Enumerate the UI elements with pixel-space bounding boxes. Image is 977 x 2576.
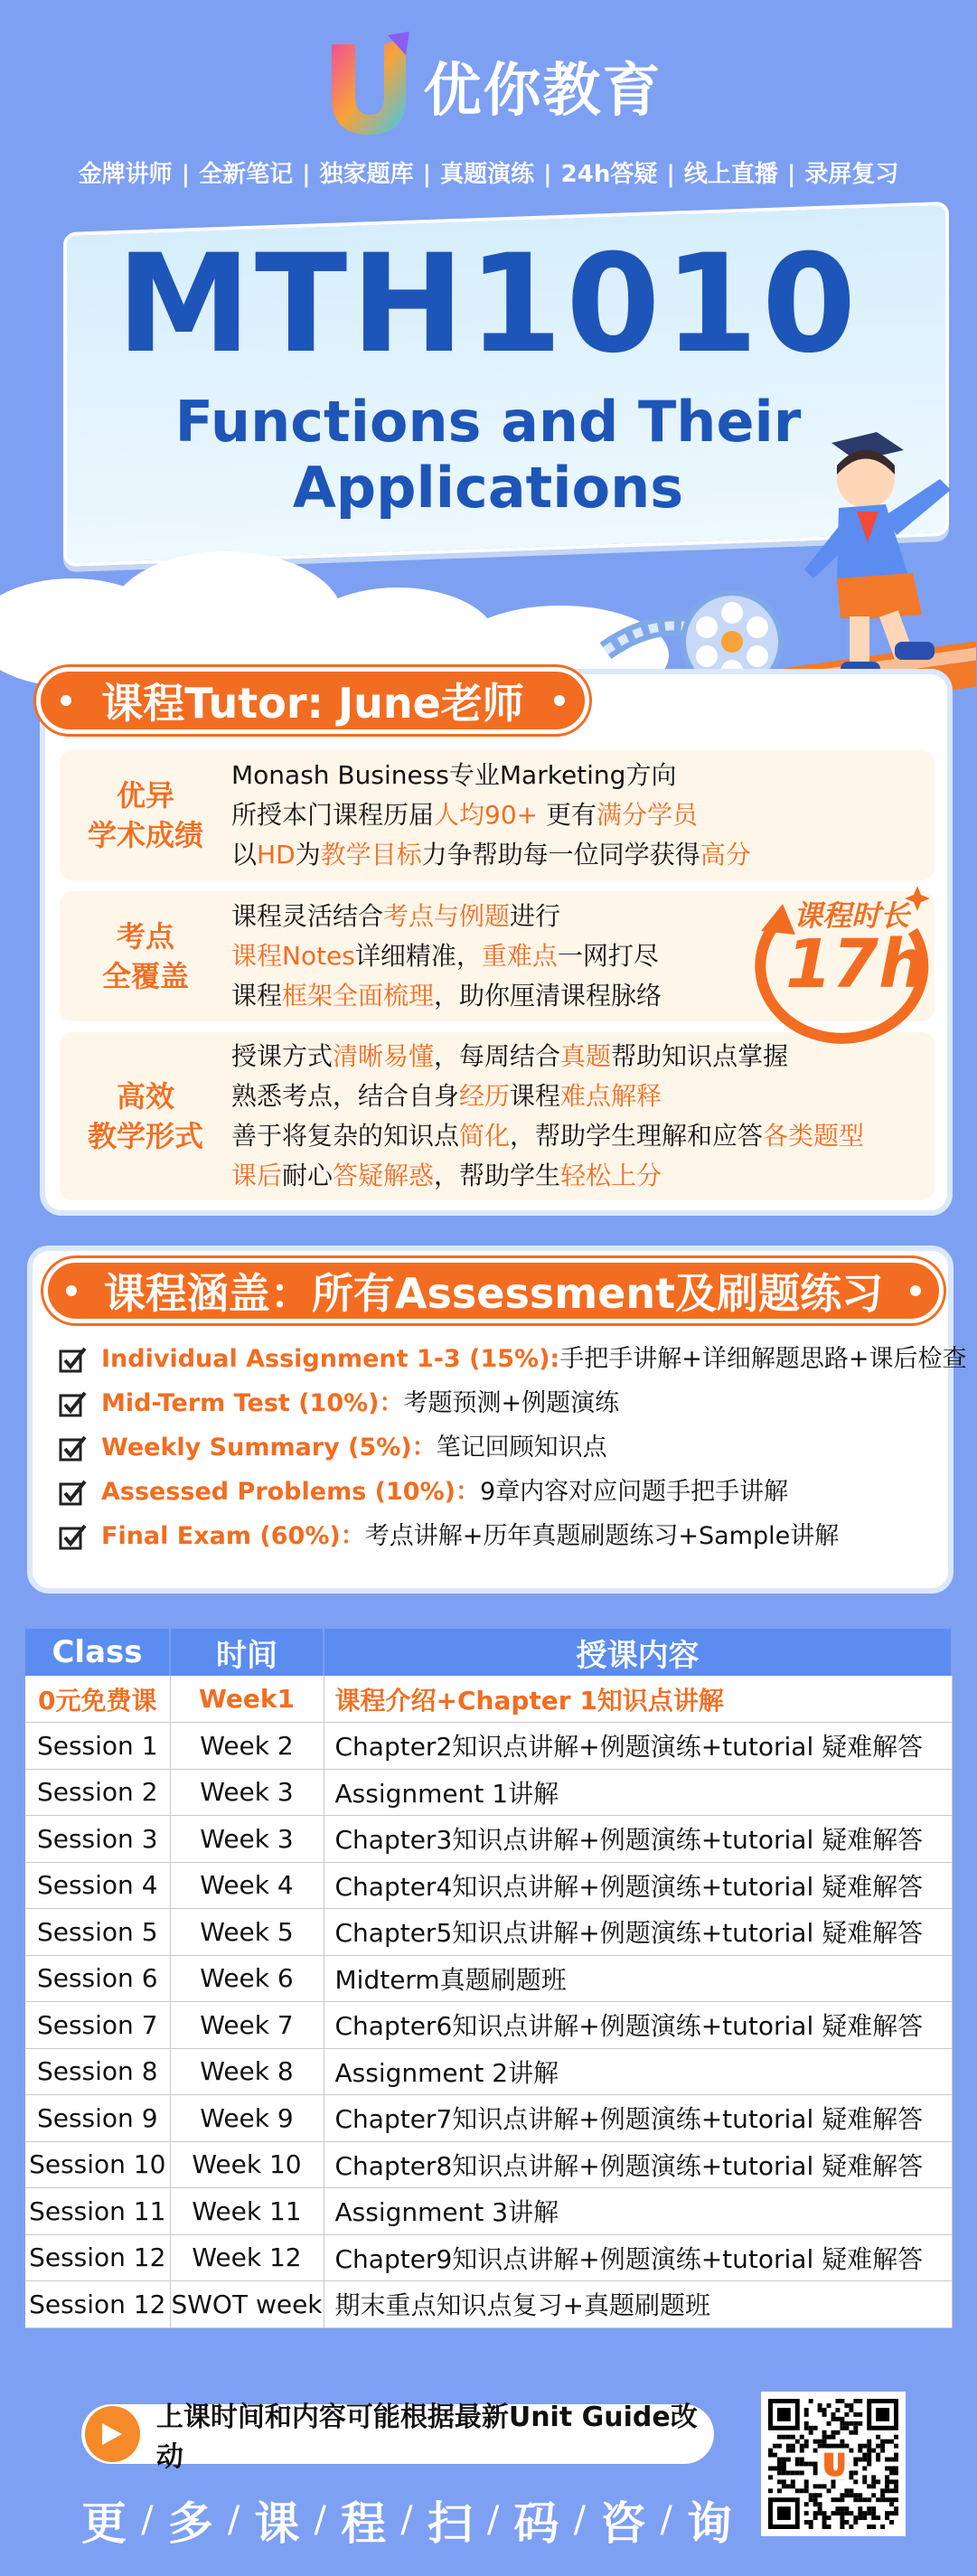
assessment-name: Individual Assignment 1-3 (15%): [101,1345,560,1373]
content-cell: Chapter3知识点讲解+例题演练+tutorial 疑难解答 [324,1816,952,1863]
highlight-text: 考点与例题 [383,901,511,931]
time-cell: Week 6 [170,1955,324,2002]
body-text: 更有 [538,800,597,830]
time-cell: Week 11 [170,2188,324,2235]
body-text: ，每周结合 [434,1041,561,1071]
notice-text: 上课时间和内容可能根据最新Unit Guide改动 [155,2402,698,2473]
tutor-label-line: 学术成绩 [87,818,203,852]
coverage-item [58,1341,966,1377]
tutor-label-line: 教学形式 [87,1119,203,1153]
body-text: Monash Business专业Marketing方向 [231,760,677,790]
highlight-text: 框架全面梳理 [282,981,435,1011]
feature-item: 全新笔记 [199,161,294,188]
highlight-text: 课程Notes [231,941,355,971]
notice-banner [81,2402,714,2473]
content-cell: 课程介绍+Chapter 1知识点讲解 [324,1676,952,1723]
checkbox-checked-icon [58,1522,87,1551]
tutor-row-text [231,756,751,875]
time-cell: Week 10 [170,2141,324,2188]
checkbox-checked-icon [58,1478,87,1507]
tutor-text-line [231,1156,864,1196]
tutor-text-line [231,756,751,795]
brand-name: 优你教育 [423,58,662,125]
body-text: 课程 [231,981,283,1011]
feature-item: 录屏复习 [804,161,899,188]
header-content: 授课内容 [324,1629,952,1676]
highlight-text: 课后 [231,1161,283,1190]
coverage-item [58,1386,619,1422]
feature-item: 线上直播 [683,161,778,188]
tutor-label-line: 考点 [116,919,174,954]
content-cell: Chapter6知识点讲解+例题演练+tutorial 疑难解答 [324,2002,952,2049]
body-text: ，助你厘清课程脉络 [434,981,662,1011]
assessment-description: 9章内容对应问题手把手讲解 [480,1478,789,1506]
class-cell: Session 12 [25,2234,170,2281]
cta-separator: / [660,2499,672,2541]
class-cell: Session 7 [25,2002,170,2049]
table-row [25,1955,952,2002]
coverage-badge-label: 课程涵盖：所有Assessment及刷题练习 [103,1269,884,1318]
class-cell: Session 11 [25,2188,170,2235]
cta-char: 码 [513,2497,559,2550]
time-cell: SWOT week [170,2281,324,2328]
tutor-badge [36,667,589,734]
tutor-text-line [231,835,751,875]
highlight-text: 经历 [459,1081,511,1111]
tutor-text-line [231,936,662,976]
content-cell: Midterm真题刷题班 [324,1955,952,2002]
assessment-description: 考题预测+例题演练 [403,1389,620,1417]
tutor-text-line [231,1076,864,1116]
table-row [25,2234,952,2281]
checkbox-checked-icon [58,1434,87,1462]
coverage-badge [43,1258,944,1323]
tutor-text-line [231,1116,864,1156]
highlight-text: 人均90+ [434,800,539,830]
cta-char: 课 [254,2497,300,2550]
body-text: 详细精准， [354,941,482,971]
cta-separator: / [314,2499,326,2541]
tutor-row-label [60,917,231,996]
cta-char: 程 [341,2497,387,2550]
highlight-text: 各类题型 [763,1121,865,1151]
body-text: 一网打尽 [557,941,659,971]
class-cell: Session 8 [25,2048,170,2095]
tutor-row-label [60,1076,231,1156]
tutor-text-line [231,795,751,835]
class-cell: Session 5 [25,1909,170,1956]
tutor-label-line: 优异 [116,778,174,813]
body-text: 进行 [510,901,561,931]
cta-char: 多 [167,2497,213,2550]
course-code: MTH1010 [116,226,860,383]
cta-char: 更 [81,2497,127,2550]
assessment-description: 考点讲解+历年真题刷题练习+Sample讲解 [364,1522,840,1550]
feature-item: 24h答疑 [560,161,658,188]
content-cell: Chapter9知识点讲解+例题演练+tutorial 疑难解答 [324,2234,952,2281]
course-title-line-2: Applications [292,455,684,521]
highlight-text: HD [257,840,296,870]
body-text: 力争帮助每一位同学获得 [421,840,700,870]
table-row [25,2141,952,2188]
time-cell: Week 12 [170,2234,324,2281]
feature-item: 金牌讲师 [78,161,173,188]
class-cell: Session 4 [25,1862,170,1909]
highlight-text: 重难点 [481,941,558,971]
course-hours-label: 课程时长 [793,898,909,933]
schedule-header-row [25,1629,952,1676]
feature-item: 独家题库 [319,161,414,188]
course-hours-value: 17h [785,926,926,1003]
class-cell: Session 9 [25,2095,170,2142]
class-cell: Session 12 [25,2281,170,2328]
feature-separator: | [543,161,552,188]
time-cell: Week 3 [170,1816,324,1863]
brand-logo-icon [315,32,415,140]
body-text: 课程灵活结合 [231,901,384,931]
assessment-name: Weekly Summary (5%)： [101,1434,437,1462]
time-cell: Week 5 [170,1909,324,1956]
qr-code-icon [768,2399,898,2529]
table-row [25,1676,952,1723]
content-cell: Assignment 1讲解 [324,1769,952,1816]
highlight-text: 满分学员 [597,800,699,830]
feature-list [0,155,977,189]
highlight-text: 真题 [560,1041,612,1071]
content-cell: Chapter2知识点讲解+例题演练+tutorial 疑难解答 [324,1723,952,1770]
assessment-name: Mid-Term Test (10%)： [101,1389,404,1417]
class-cell: Session 6 [25,1955,170,2002]
tutor-row-text [231,1037,864,1196]
checkbox-checked-icon [58,1389,87,1418]
cta-separator: / [400,2499,413,2541]
table-row [25,2048,952,2095]
body-text: 善于将复杂的知识点 [231,1121,460,1151]
table-row [25,2002,952,2049]
content-cell: Assignment 3讲解 [324,2188,952,2235]
body-text: 课程 [510,1081,561,1111]
time-cell: Week 4 [170,1862,324,1909]
body-text: 所授本门课程历届 [231,800,435,830]
content-cell: Chapter5知识点讲解+例题演练+tutorial 疑难解答 [324,1909,952,1956]
tutor-text-line [231,976,662,1016]
coverage-item [58,1518,839,1555]
cta-separator: / [573,2499,587,2541]
cta-separator: / [486,2499,500,2541]
table-row [25,2281,952,2328]
brand-header [0,27,977,145]
content-cell: Chapter7知识点讲解+例题演练+tutorial 疑难解答 [324,2095,952,2142]
body-text: 以 [231,840,258,870]
cta-separator: / [141,2499,154,2541]
class-cell: Session 2 [25,1769,170,1816]
body-text: 帮助知识点掌握 [611,1041,789,1071]
time-cell: Week 8 [170,2048,324,2095]
feature-separator: | [181,161,191,188]
time-cell: Week 7 [170,2002,324,2049]
highlight-text: 答疑解惑 [333,1161,435,1190]
cta-separator: / [227,2499,240,2541]
body-text: 授课方式 [231,1041,333,1071]
cta-char: 咨 [600,2497,646,2550]
tutor-label-line: 全覆盖 [101,959,189,993]
class-cell: 0元免费课 [25,1676,170,1723]
coverage-item [58,1430,607,1466]
highlight-text: 教学目标 [320,840,422,870]
schedule-table [25,1629,953,2328]
assessment-description: 手把手讲解+详细解题思路+课后检查 [559,1345,967,1373]
body-text: 熟悉考点，结合自身 [231,1081,460,1111]
highlight-text: 难点解释 [560,1081,662,1111]
body-text: ，帮助学生 [434,1161,561,1190]
tutor-text-line [231,897,662,936]
tutor-row-text [231,897,662,1016]
feature-separator: | [302,161,311,188]
highlight-text: 清晰易懂 [333,1041,435,1071]
assessment-name: Final Exam (60%)： [101,1522,365,1550]
highlight-text: 高分 [700,840,751,870]
cta-char: 扫 [427,2497,473,2550]
table-row [25,1769,952,1816]
header-class: Class [25,1629,170,1676]
body-text: 耐心 [282,1161,333,1190]
table-row [25,2188,952,2235]
content-cell: Chapter4知识点讲解+例题演练+tutorial 疑难解答 [324,1862,952,1909]
highlight-text: 简化 [459,1121,511,1151]
time-cell: Week 9 [170,2095,324,2142]
assessment-name: Assessed Problems (10%)： [101,1478,480,1506]
highlight-text: 轻松上分 [560,1161,662,1190]
feature-separator: | [786,161,796,188]
time-cell: Week1 [170,1676,324,1723]
call-to-action [81,2487,732,2552]
tutor-row-label [60,776,231,855]
time-cell: Week 3 [170,1769,324,1816]
feature-item: 真题演练 [440,161,535,188]
qr-code[interactable] [761,2392,906,2536]
class-cell: Session 1 [25,1723,170,1770]
content-cell: Assignment 2讲解 [324,2048,952,2095]
table-row [25,1862,952,1909]
table-row [25,1816,952,1863]
table-row [25,1723,952,1770]
cta-char: 询 [686,2497,732,2550]
feature-separator: | [666,161,675,188]
time-cell: Week 2 [170,1723,324,1770]
body-text: ，帮助学生理解和应答 [510,1121,764,1151]
class-cell: Session 3 [25,1816,170,1863]
body-text: 为 [295,840,321,870]
coverage-item [58,1474,788,1510]
checkbox-checked-icon [58,1345,87,1374]
content-cell: Chapter8知识点讲解+例题演练+tutorial 疑难解答 [324,2141,952,2188]
table-row [25,1909,952,1956]
feature-separator: | [422,161,432,188]
class-cell: Session 10 [25,2141,170,2188]
course-title-line-1: Functions and Their [174,389,802,455]
tutor-label-line: 高效 [116,1079,174,1114]
header-time: 时间 [170,1629,324,1676]
tutor-badge-label: 课程Tutor: June老师 [101,679,524,728]
table-row [25,2095,952,2142]
assessment-description: 笔记回顾知识点 [436,1434,607,1462]
content-cell: 期末重点知识点复习+真题刷题班 [324,2281,952,2328]
play-icon [85,2406,140,2462]
